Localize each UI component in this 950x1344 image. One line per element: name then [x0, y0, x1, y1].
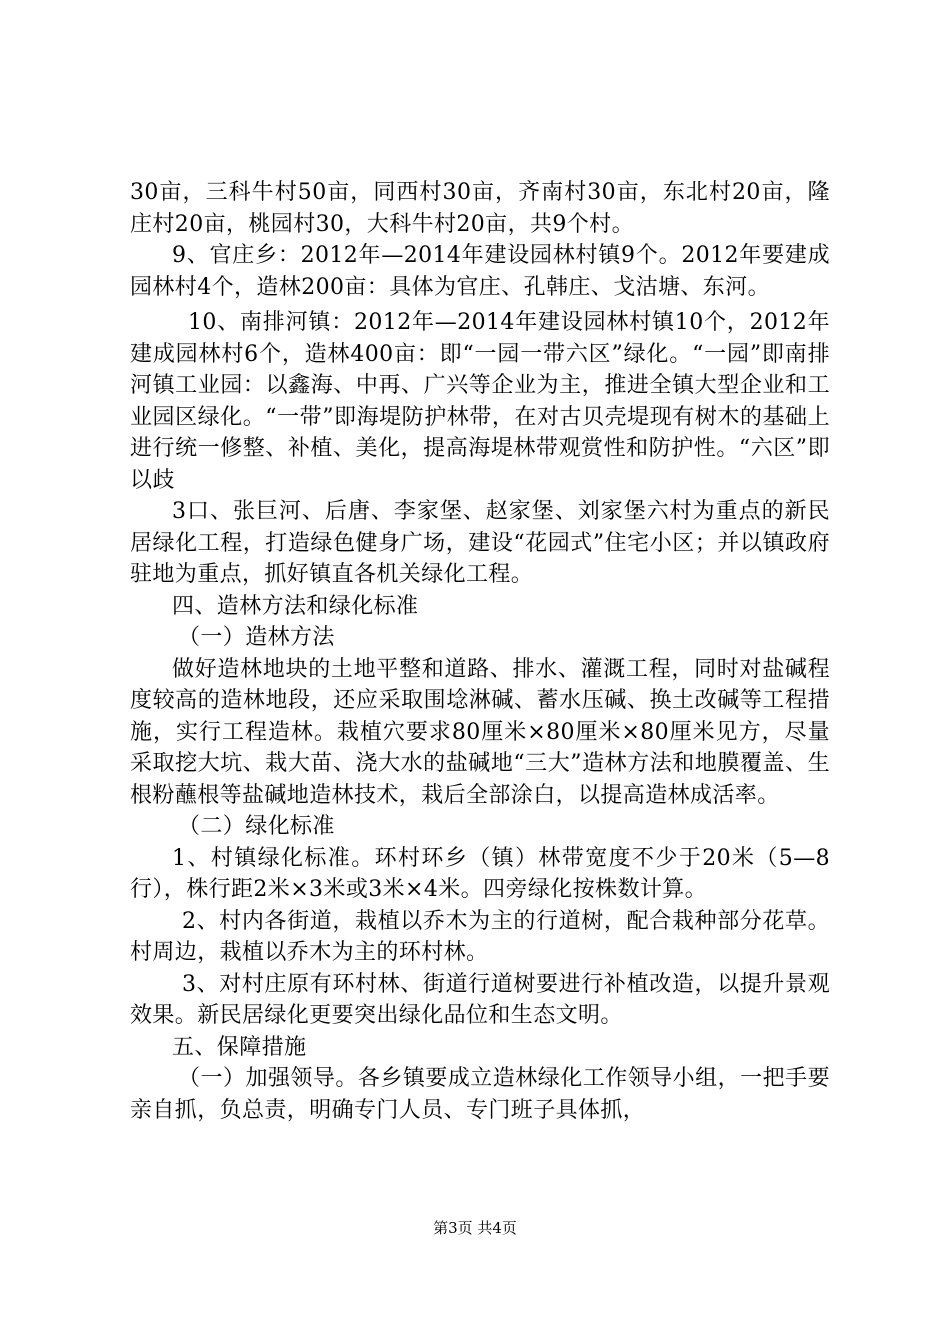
document-body	[130, 177, 830, 1126]
section-heading-methods: 四、造林方法和绿化标准	[172, 593, 419, 619]
subheading-greening-standard: （二）绿化标准	[178, 814, 335, 839]
section-heading-safeguards: 五、保障措施	[172, 1034, 307, 1060]
paragraph-guanzhuang: 9、官庄乡：2012年—2014年建设园林村镇9个。2012年要建成园林村4个，造林200亩：具体为官庄、孔韩庄、戈沽塘、东河。	[130, 243, 830, 300]
page-footer	[0, 1217, 950, 1238]
paragraph-standard-1: 1、村镇绿化标准。环村环乡（镇）林带宽度不少于20米（5—8行），株行距2米×3米或3米×4米。四旁绿化按株数计算。	[130, 845, 830, 902]
paragraph-village-list: 30亩，三科牛村50亩，同西村30亩，齐南村30亩，东北村20亩，隆庄村20亩，桃园村30，大科牛村20亩，共9个村。	[130, 180, 830, 237]
paragraph-new-residence: 3口、张巨河、后唐、李家堡、赵家堡、刘家堡六村为重点的新民居绿化工程，打造绿色健身广场，建设“花园式”住宅小区；并以镇政府驻地为重点，抓好镇直各机关绿化工程。	[130, 499, 830, 587]
subheading-afforestation-method: （一）造林方法	[178, 625, 335, 650]
paragraph-leadership: （一）加强领导。各乡镇要成立造林绿化工作领导小组，一把手要亲自抓，负总责，明确专门人员、专门班子具体抓，	[130, 1066, 830, 1123]
page-total: 共4页	[477, 1219, 517, 1237]
paragraph-afforestation-method: 做好造林地块的土地平整和道路、排水、灌溉工程，同时对盐碱程度较高的造林地段，还应采取围埝淋碱、蓄水压碱、换土改碱等工程措施，实行工程造林。栽植穴要求80厘米×80厘米×80厘米见方，尽量采取挖大坑、栽大苗、浇大水的盐碱地“三大”造林方法和地膜覆盖、生根粉蘸根等盐碱地造林技术，栽后全部涂白，以提高造林成活率。	[130, 656, 830, 808]
paragraph-standard-2: 2、村内各街道，栽植以乔木为主的行道树，配合栽种部分花草。村周边，栽植以乔木为主的环村林。	[130, 908, 830, 965]
paragraph-standard-3: 3、对村庄原有环村林、街道行道树要进行补植改造，以提升景观效果。新民居绿化更要突出绿化品位和生态文明。	[130, 971, 830, 1028]
paragraph-nanpaihe: 10、南排河镇：2012年—2014年建设园林村镇10个，2012年建成园林村6个，造林400亩：即“一园一带六区”绿化。“一园”即南排河镇工业园：以鑫海、中再、广兴等企业为主，推进全镇大型企业和工业园区绿化。“一带”即海堤防护林带，在对古贝壳堤现有树木的基础上进行统一修整、补植、美化，提高海堤林带观赏性和防护性。“六区”即以歧	[130, 310, 830, 493]
page-number: 第3页	[433, 1219, 473, 1237]
